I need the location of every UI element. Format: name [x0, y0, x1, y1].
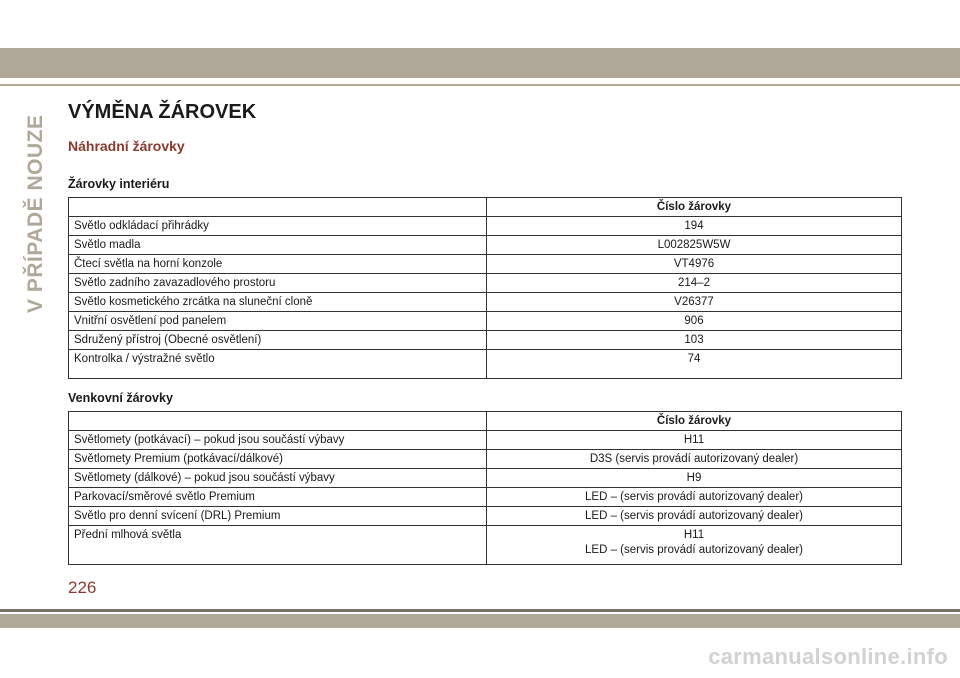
table-row: [69, 488, 902, 507]
bulb-number: 906: [487, 312, 902, 331]
bulb-number: [487, 526, 902, 565]
watermark: carmanualsonline.info: [708, 644, 948, 669]
bulb-location: Světlo pro denní svícení (DRL) Premium: [69, 507, 487, 526]
top-decorative-band: [0, 48, 960, 78]
bulb-location: Světlo zadního zavazadlového prostoru: [69, 274, 487, 293]
table-row: [69, 236, 902, 255]
bulb-number: D3S (servis provádí autorizovaný dealer): [487, 450, 902, 469]
top-decorative-line: [0, 84, 960, 86]
bulb-number: H11: [487, 431, 902, 450]
table-row: [69, 274, 902, 293]
bulb-location: Světlomety Premium (potkávací/dálkové): [69, 450, 487, 469]
table-row: [69, 293, 902, 312]
table-row: [69, 217, 902, 236]
bulb-location: Světlo kosmetického zrcátka na sluneční cloně: [69, 293, 487, 312]
bottom-decorative-band: [0, 614, 960, 628]
bulb-number: V26377: [487, 293, 902, 312]
table-header-empty: [69, 412, 487, 431]
bulb-number: LED – (servis provádí autorizovaný dealer): [487, 507, 902, 526]
page-title: VÝMĚNA ŽÁROVEK: [68, 101, 257, 123]
bulb-number: VT4976: [487, 255, 902, 274]
table-header-empty: [69, 198, 487, 217]
table-header-row: [69, 198, 902, 217]
bulb-location: Sdružený přístroj (Obecné osvětlení): [69, 331, 487, 350]
bulb-location: Světlo odkládací přihrádky: [69, 217, 487, 236]
bulb-number: 74: [487, 350, 902, 379]
bulb-number: 214–2: [487, 274, 902, 293]
exterior-bulbs-table: [68, 411, 902, 565]
table-header-row: [69, 412, 902, 431]
table-row: [69, 350, 902, 379]
table-row: [69, 312, 902, 331]
bulb-location: Světlomety (potkávací) – pokud jsou součástí výbavy: [69, 431, 487, 450]
table-row: [69, 450, 902, 469]
section-side-label: V PŘÍPADĚ NOUZE: [24, 114, 47, 313]
bulb-location: Přední mlhová světla: [69, 526, 487, 565]
table-row: [69, 431, 902, 450]
table-row: [69, 331, 902, 350]
table-row: [69, 255, 902, 274]
exterior-bulbs-heading: Venkovní žárovky: [68, 391, 173, 405]
bulb-number: 194: [487, 217, 902, 236]
bulb-number: L002825W5W: [487, 236, 902, 255]
table-row: [69, 526, 902, 565]
bulb-location: Světlo madla: [69, 236, 487, 255]
bulb-number: H9: [487, 469, 902, 488]
bulb-number: 103: [487, 331, 902, 350]
bottom-decorative-line: [0, 609, 960, 612]
table-row: [69, 469, 902, 488]
bulb-number-line: LED – (servis provádí autorizovaný dealer): [585, 544, 803, 556]
table-header-bulb-number: Číslo žárovky: [487, 412, 902, 431]
table-header-bulb-number: Číslo žárovky: [487, 198, 902, 217]
table-row: [69, 507, 902, 526]
page-number: 226: [68, 578, 97, 597]
bulb-location: Parkovací/směrové světlo Premium: [69, 488, 487, 507]
bulb-location: Kontrolka / výstražné světlo: [69, 350, 487, 379]
bulb-location: Světlomety (dálkové) – pokud jsou součástí výbavy: [69, 469, 487, 488]
bulb-number-line: H11: [683, 529, 705, 541]
bulb-number: LED – (servis provádí autorizovaný dealer): [487, 488, 902, 507]
interior-bulbs-table: [68, 197, 902, 379]
bulb-location: Vnitřní osvětlení pod panelem: [69, 312, 487, 331]
bulb-location: Čtecí světla na horní konzole: [69, 255, 487, 274]
interior-bulbs-heading: Žárovky interiéru: [68, 177, 170, 191]
page-subtitle: Náhradní žárovky: [68, 138, 185, 154]
